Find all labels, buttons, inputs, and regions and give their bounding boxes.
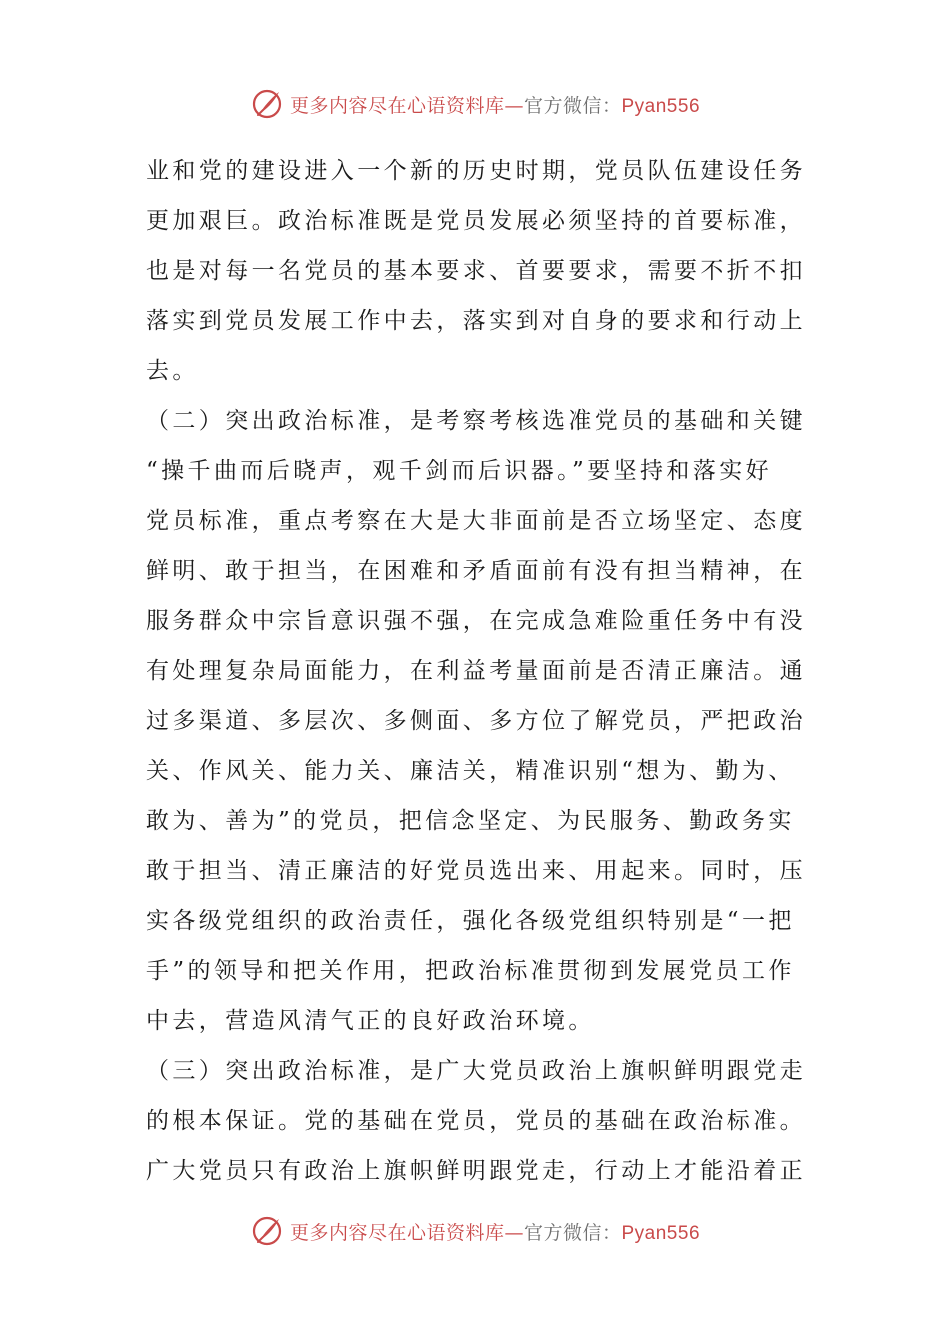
body-line: 去。 bbox=[146, 358, 199, 384]
body-line: 广大党员只有政治上旗帜鲜明跟党走，行动上才能沿着正 bbox=[146, 1158, 806, 1184]
body-line: （三）突出政治标准，是广大党员政治上旗帜鲜明跟党走 bbox=[146, 1058, 806, 1084]
header-site-name: 更多内容尽在心语资料库— bbox=[289, 94, 524, 117]
body-line: 更加艰巨。政治标准既是党员发展必须坚持的首要标准， bbox=[146, 208, 806, 234]
footer-site-name: 更多内容尽在心语资料库— bbox=[289, 1221, 524, 1244]
quill-logo-icon bbox=[250, 87, 284, 121]
footer-wechat-label: 官方微信： bbox=[523, 1221, 622, 1244]
footer-wechat-id: Pyan556 bbox=[621, 1222, 701, 1244]
body-line: 服务群众中宗旨意识强不强，在完成急难险重任务中有没 bbox=[146, 608, 806, 634]
body-line: 敢为、善为”的党员，把信念坚定、为民服务、勤政务实 bbox=[146, 808, 795, 834]
header-wechat-label: 官方微信： bbox=[523, 94, 622, 117]
header-banner bbox=[0, 84, 950, 124]
body-line: 敢于担当、清正廉洁的好党员选出来、用起来。同时，压 bbox=[146, 858, 806, 884]
body-line: 手”的领导和把关作用，把政治标准贯彻到发展党员工作 bbox=[146, 958, 795, 984]
body-line: 有处理复杂局面能力，在利益考量面前是否清正廉洁。通 bbox=[146, 658, 806, 684]
body-line: 的根本保证。党的基础在党员，党员的基础在政治标准。 bbox=[146, 1108, 806, 1134]
document-body bbox=[146, 150, 806, 1200]
quill-logo-icon bbox=[250, 1214, 284, 1248]
body-line: 党员标准，重点考察在大是大非面前是否立场坚定、态度 bbox=[146, 508, 806, 534]
body-line: 业和党的建设进入一个新的历史时期，党员队伍建设任务 bbox=[146, 158, 806, 184]
body-line: 过多渠道、多层次、多侧面、多方位了解党员，严把政治 bbox=[146, 708, 806, 734]
body-line: 关、作风关、能力关、廉洁关，精准识别“想为、勤为、 bbox=[146, 758, 795, 784]
body-line: （二）突出政治标准，是考察考核选准党员的基础和关键 bbox=[146, 408, 806, 434]
body-line: 鲜明、敢于担当，在困难和矛盾面前有没有担当精神，在 bbox=[146, 558, 806, 584]
body-line: 也是对每一名党员的基本要求、首要要求，需要不折不扣 bbox=[146, 258, 806, 284]
body-line: 落实到党员发展工作中去，落实到对自身的要求和行动上 bbox=[146, 308, 806, 334]
body-line: “操千曲而后晓声，观千剑而后识器。”要坚持和落实好 bbox=[146, 458, 773, 484]
body-line: 实各级党组织的政治责任，强化各级党组织特别是“一把 bbox=[146, 908, 795, 934]
header-wechat-id: Pyan556 bbox=[621, 95, 701, 117]
body-line: 中去，营造风清气正的良好政治环境。 bbox=[146, 1008, 595, 1034]
footer-banner bbox=[0, 1211, 950, 1251]
